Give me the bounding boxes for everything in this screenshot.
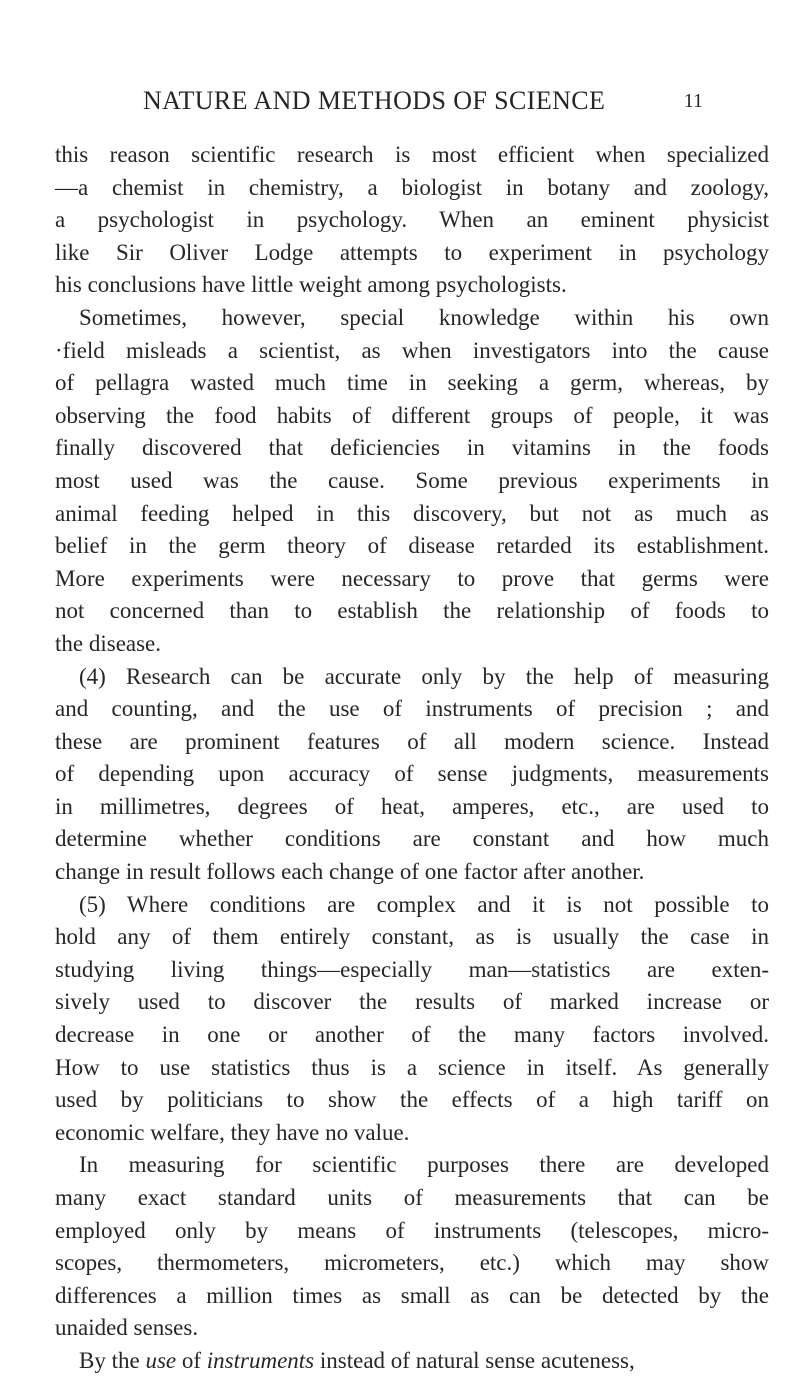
text-line: of depending upon accuracy of sense judgments, measurements [55, 761, 769, 787]
text-line-with-italics [55, 1345, 769, 1378]
text-line: ·field misleads a scientist, as when investigators into the cause [55, 337, 769, 363]
text-line: observing the food habits of different groups of people, it was [55, 402, 769, 428]
text-line: decrease in one or another of the many factors involved. [55, 1022, 769, 1048]
text-line: the disease. [55, 630, 162, 656]
text-line: most used was the cause. Some previous experiments in [55, 467, 769, 493]
text-line: finally discovered that deficiencies in vitamins in the foods [55, 435, 769, 461]
text-line: (5) Where conditions are complex and it is not possible to [79, 891, 769, 917]
text-line: belief in the germ theory of disease retarded its establishment. [55, 533, 769, 559]
text-line: (4) Research can be accurate only by the help of measuring [79, 663, 769, 689]
text-line: a psychologist in psychology. When an eminent physicist [55, 207, 769, 233]
text-line: scopes, thermometers, micrometers, etc.) which may show [55, 1250, 769, 1276]
text-line: this reason scientific research is most efficient when specialized [55, 142, 769, 167]
text-line: and counting, and the use of instruments of precision ; and [55, 696, 769, 722]
text-line: like Sir Oliver Lodge attempts to experiment in psychology [55, 239, 769, 265]
text-line: determine whether conditions are constant and how much [55, 826, 769, 852]
text-line: change in result follows each change of one factor after another. [55, 859, 645, 885]
text-line: studying living things—especially man—statistics are exten- [55, 956, 769, 982]
running-head [143, 86, 703, 120]
text-line: employed only by means of instruments (telescopes, micro- [55, 1217, 769, 1243]
italic-run: instruments [206, 1347, 315, 1373]
text-line: economic welfare, they have no value. [55, 1119, 410, 1145]
text-run: instead of natural sense acuteness, [314, 1347, 635, 1373]
text-line: many exact standard units of measurements that can be [55, 1185, 769, 1210]
text-line: How to use statistics thus is a science in itself. As generally [55, 1054, 769, 1080]
text-line: of pellagra wasted much time in seeking a germ, whereas, by [55, 370, 769, 396]
text-line: Sometimes, however, special knowledge within his own [79, 304, 769, 330]
running-title: NATURE AND METHODS OF SCIENCE [143, 86, 606, 115]
text-run: of [176, 1347, 207, 1373]
text-line: these are prominent features of all modern science. Instead [55, 728, 769, 754]
text-line: in millimetres, degrees of heat, amperes, etc., are used to [55, 793, 769, 819]
text-line: differences a million times as small as can be detected by the [55, 1282, 769, 1308]
text-line: used by politicians to show the effects of a high tariff on [55, 1087, 769, 1113]
text-line: In measuring for scientific purposes there are developed [79, 1152, 769, 1178]
text-line: sively used to discover the results of marked increase or [55, 989, 769, 1015]
text-run: By the [79, 1347, 146, 1373]
page-number: 11 [683, 90, 703, 112]
body-text [55, 139, 769, 1378]
text-line: unaided senses. [55, 1315, 199, 1341]
text-line: his conclusions have little weight among psychologists. [55, 272, 567, 298]
text-line: not concerned than to establish the relationship of foods to [55, 598, 769, 624]
text-line: —a chemist in chemistry, a biologist in botany and zoology, [55, 174, 769, 200]
text-line: animal feeding helped in this discovery, but not as much as [55, 500, 769, 526]
text-line: More experiments were necessary to prove that germs were [55, 565, 769, 591]
italic-run: use [145, 1347, 177, 1373]
text-line: hold any of them entirely constant, as is usually the case in [55, 924, 769, 950]
